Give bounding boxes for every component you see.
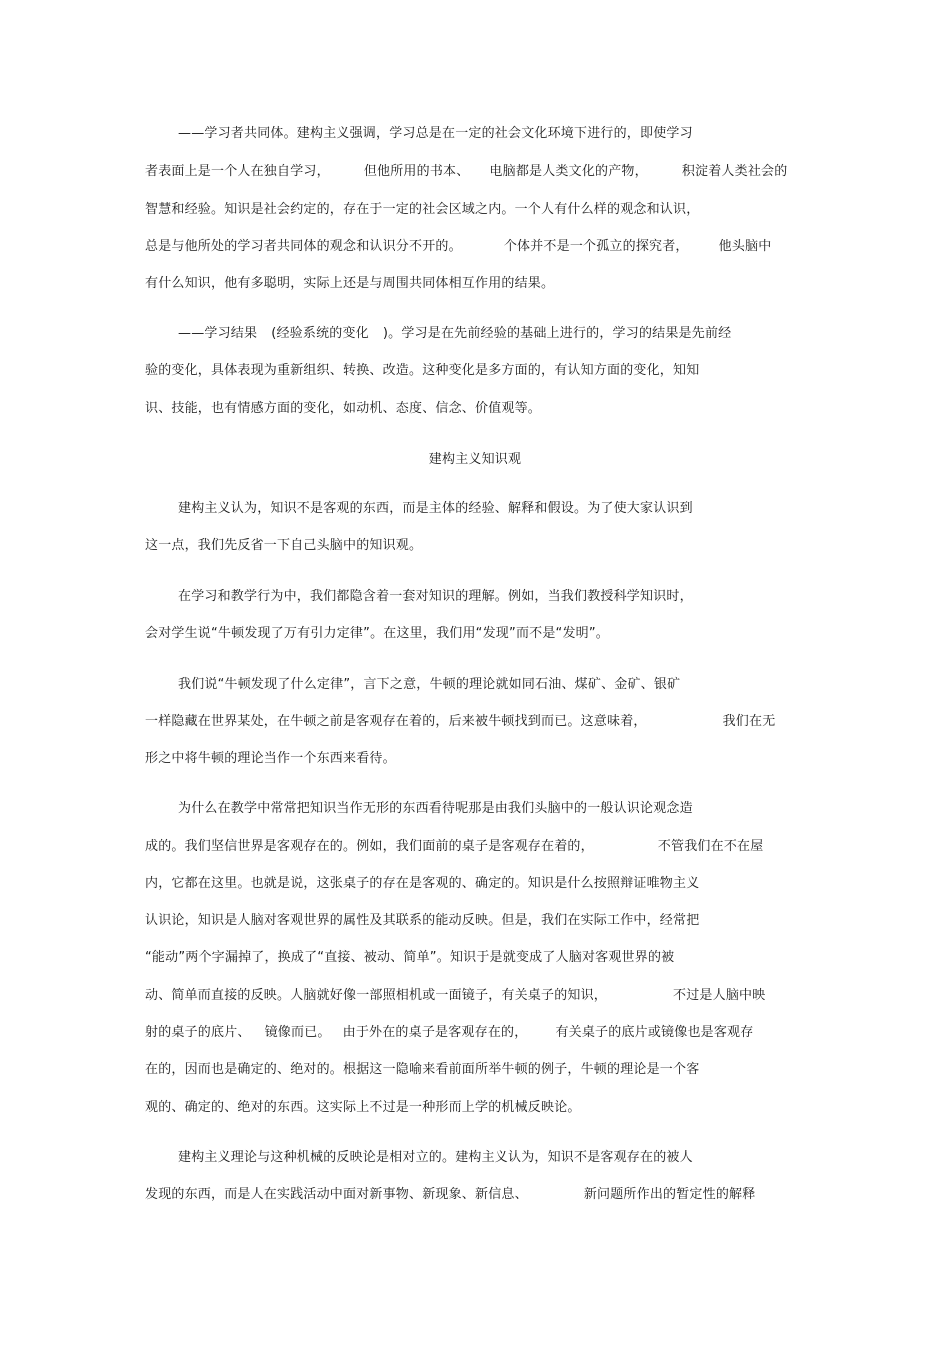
text-segment: 成的。我们坚信世界是客观存在的。例如，我们面前的桌子是客观存在着的， (145, 839, 594, 854)
text-segment: 镜像而已。 (264, 1025, 331, 1040)
paragraph-2-line-3: 识、技能，也有情感方面的变化，如动机、态度、信念、价值观等。 (145, 401, 542, 416)
paragraph-6-line-4: 认识论，知识是人脑对客观世界的属性及其联系的能动反映。但是，我们在实际工作中，经常把 (145, 913, 700, 928)
text-segment: 发现的东西，而是人在实践活动中面对新事物、新现象、新信息、 (145, 1187, 528, 1202)
paragraph-5-line-3: 形之中将牛顿的理论当作一个东西来看待。 (145, 751, 396, 766)
text-segment: ——学习结果 (178, 326, 258, 341)
paragraph-6-line-1: 为什么在教学中常常把知识当作无形的东西看待呢那是由我们头脑中的一般认识论观念造 (178, 801, 693, 816)
text-segment: 动、简单而直接的反映。人脑就好像一部照相机或一面镜子，有关桌子的知识， (145, 988, 608, 1003)
paragraph-6-line-3: 内，它都在这里。也就是说，这张桌子的存在是客观的、确定的。知识是什么按照辩证唯物主义 (145, 876, 700, 891)
text-segment: 有关桌子的底片或镜像也是客观存 (555, 1025, 754, 1040)
paragraph-3-line-2: 这一点，我们先反省一下自己头脑中的知识观。 (145, 538, 423, 553)
paragraph-6-line-8: 在的，因而也是确定的、绝对的。根据这一隐喻来看前面所举牛顿的例子，牛顿的理论是一个客 (145, 1062, 700, 1077)
paragraph-7-line-2 (145, 1187, 755, 1203)
paragraph-1-line-2 (145, 164, 787, 180)
paragraph-6-line-5: “能动”两个字漏掉了，换成了“直接、被动、简单”。知识于是就变成了人脑对客观世界的被 (145, 950, 675, 965)
paragraph-1-line-5: 有什么知识，他有多聪明，实际上还是与周围共同体相互作用的结果。 (145, 276, 555, 291)
paragraph-5-line-2 (145, 714, 775, 730)
text-segment: 射的桌子的底片、 (145, 1025, 251, 1040)
paragraph-1-line-1: ——学习者共同体。建构主义强调，学习总是在一定的社会文化环境下进行的，即使学习 (178, 126, 693, 141)
paragraph-6-line-2 (145, 839, 763, 855)
paragraph-1-line-3: 智慧和经验。知识是社会约定的，存在于一定的社会区域之内。一个人有什么样的观念和认识， (145, 202, 700, 217)
text-segment: 他头脑中 (718, 239, 772, 254)
text-segment: 但他所用的书本、 (363, 164, 470, 179)
paragraph-2-line-1 (178, 326, 731, 342)
text-segment: 不管我们在不在屋 (657, 839, 764, 854)
text-segment: 新问题所作出的暂定性的解释 (583, 1187, 756, 1202)
paragraph-6-line-6 (145, 988, 765, 1004)
paragraph-7-line-1: 建构主义理论与这种机械的反映论是相对立的。建构主义认为，知识不是客观存在的被人 (178, 1150, 693, 1165)
paragraph-5-line-1: 我们说“牛顿发现了什么定律”，言下之意，牛顿的理论就如同石油、煤矿、金矿、银矿 (178, 677, 681, 692)
paragraph-6-line-7 (145, 1025, 753, 1041)
text-segment: 我们在无 (722, 714, 776, 729)
text-segment: 总是与他所处的学习者共同体的观念和认识分不开的。 (145, 239, 462, 254)
text-segment: 由于外在的桌子是客观存在的， (342, 1025, 528, 1040)
paragraph-2-line-2: 验的变化，具体表现为重新组织、转换、改造。这种变化是多方面的，有认知方面的变化，知知 (145, 363, 700, 378)
text-segment: (经验系统的变化 (271, 326, 369, 341)
paragraph-4-line-1: 在学习和教学行为中，我们都隐含着一套对知识的理解。例如，当我们教授科学知识时， (178, 589, 693, 604)
paragraph-6-line-9: 观的、确定的、绝对的东西。这实际上不过是一种形而上学的机械反映论。 (145, 1100, 581, 1115)
section-heading: 建构主义知识观 (428, 452, 522, 467)
text-segment: )。学习是在先前经验的基础上进行的，学习的结果是先前经 (382, 326, 732, 341)
text-segment: 一样隐藏在世界某处，在牛顿之前是客观存在着的，后来被牛顿找到而已。这意味着， (145, 714, 647, 729)
text-segment: 者表面上是一个人在独自学习， (145, 164, 330, 179)
text-segment: 个体并不是一个孤立的探究者， (503, 239, 689, 254)
paragraph-1-line-4 (145, 239, 771, 255)
paragraph-3-line-1: 建构主义认为，知识不是客观的东西，而是主体的经验、解释和假设。为了使大家认识到 (178, 501, 693, 516)
paragraph-4-line-2: 会对学生说“牛顿发现了万有引力定律”。在这里，我们用“发现”而不是“发明”。 (145, 626, 610, 641)
text-segment: 电脑都是人类文化的产物， (489, 164, 648, 179)
text-segment: 不过是人脑中映 (673, 988, 766, 1003)
text-segment: 积淀着人类社会的 (681, 164, 788, 179)
